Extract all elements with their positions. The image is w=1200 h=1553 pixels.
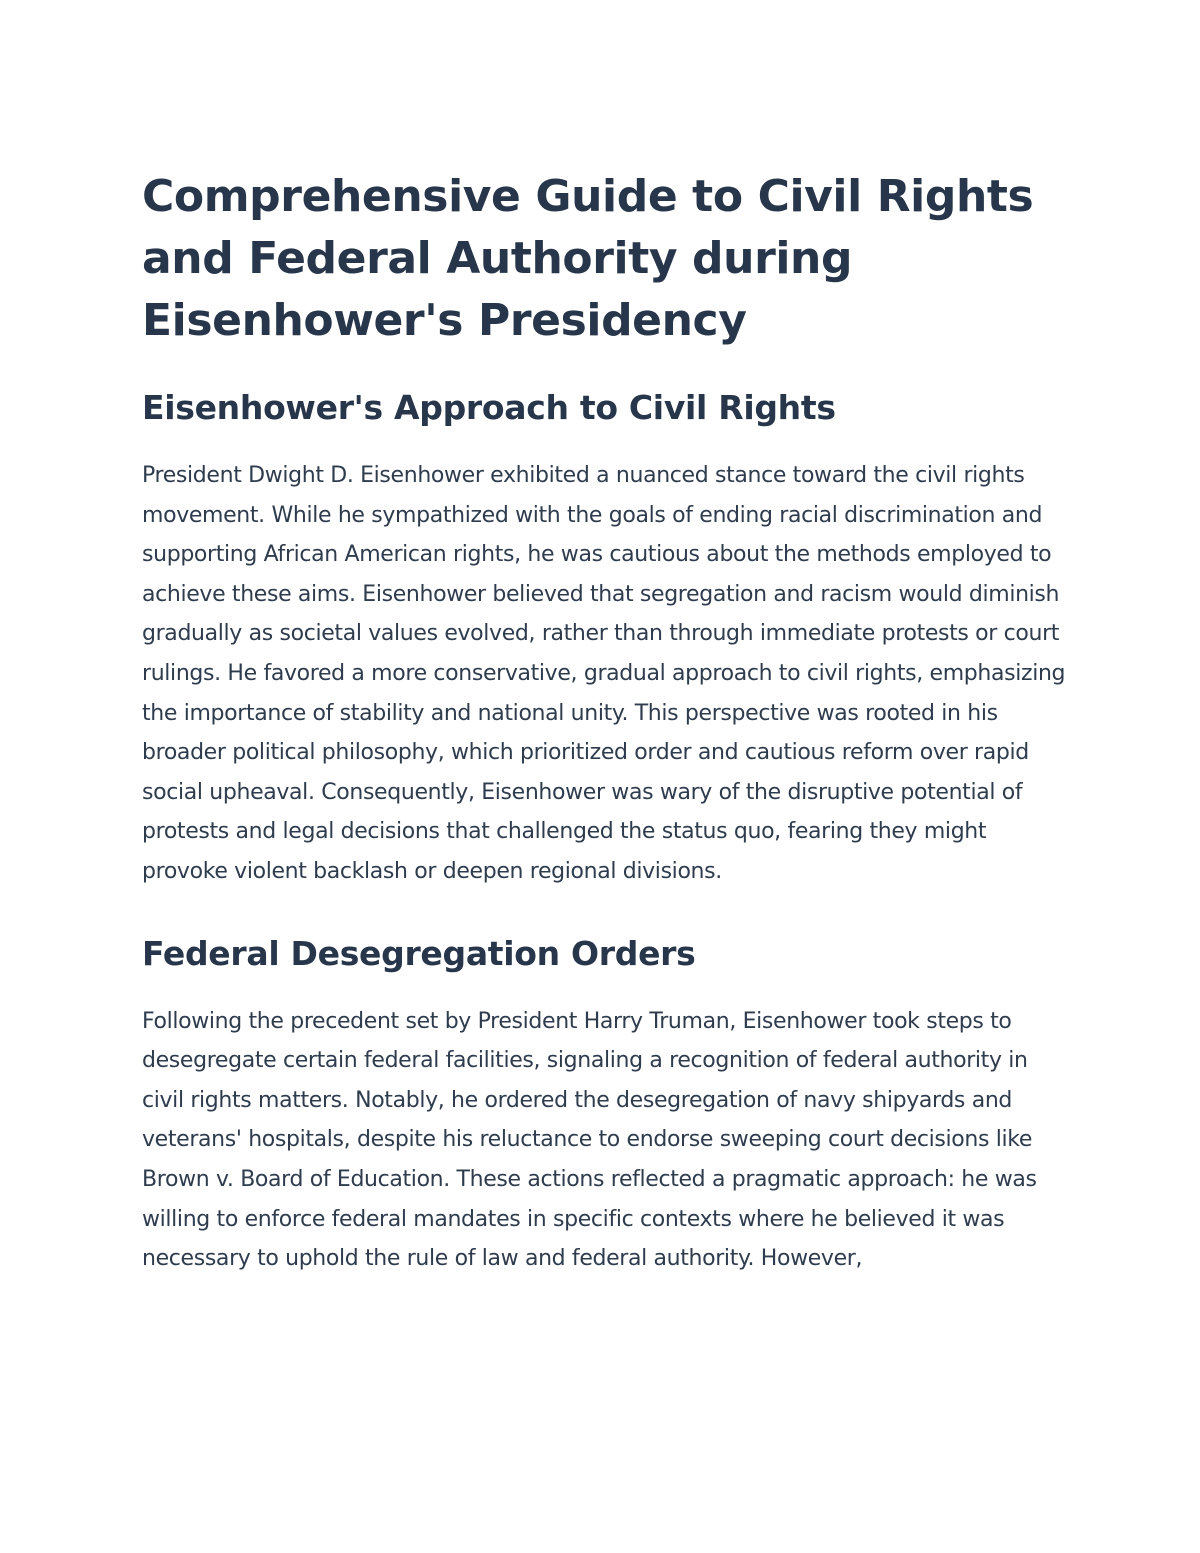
document-title: Comprehensive Guide to Civil Rights and Federal Authority during Eisenhower's Presidency — [142, 171, 1034, 346]
section-heading-approach: Eisenhower's Approach to Civil Rights — [142, 388, 836, 427]
section-heading-desegregation: Federal Desegregation Orders — [142, 933, 696, 973]
section-paragraph-desegregation: Following the precedent set by President Harry Truman, Eisenhower took steps to desegregate certain federal facilities, signaling a recognition of federal authority in civil rights matters. Notably, he ordered the desegregation of navy shipyards and veterans' hospitals, despite his reluctance to endorse sweeping court decisions like Brown v. Board of Education. These actions reflected a pragmatic approach: he was willing to enforce federal mandates in specific contexts where he believed it was necessary to uphold the rule of law and federal authority. However, — [142, 1008, 1037, 1272]
document-page — [142, 166, 1067, 1279]
section-paragraph-approach: President Dwight D. Eisenhower exhibited a nuanced stance toward the civil rights movement. While he sympathized with the goals of ending racial discrimination and supporting African American rights, he was cautious about the methods employed to achieve these aims. Eisenhower believed that segregation and racism would diminish gradually as societal values evolved, rather than through immediate protests or court rulings. He favored a more conservative, gradual approach to civil rights, emphasizing the importance of stability and national unity. This perspective was rooted in his broader political philosophy, which prioritized order and cautious reform over rapid social upheaval. Consequently, Eisenhower was wary of the disruptive potential of protests and legal decisions that challenged the status quo, fearing they might provoke violent backlash or deepen regional divisions. — [142, 463, 1066, 884]
